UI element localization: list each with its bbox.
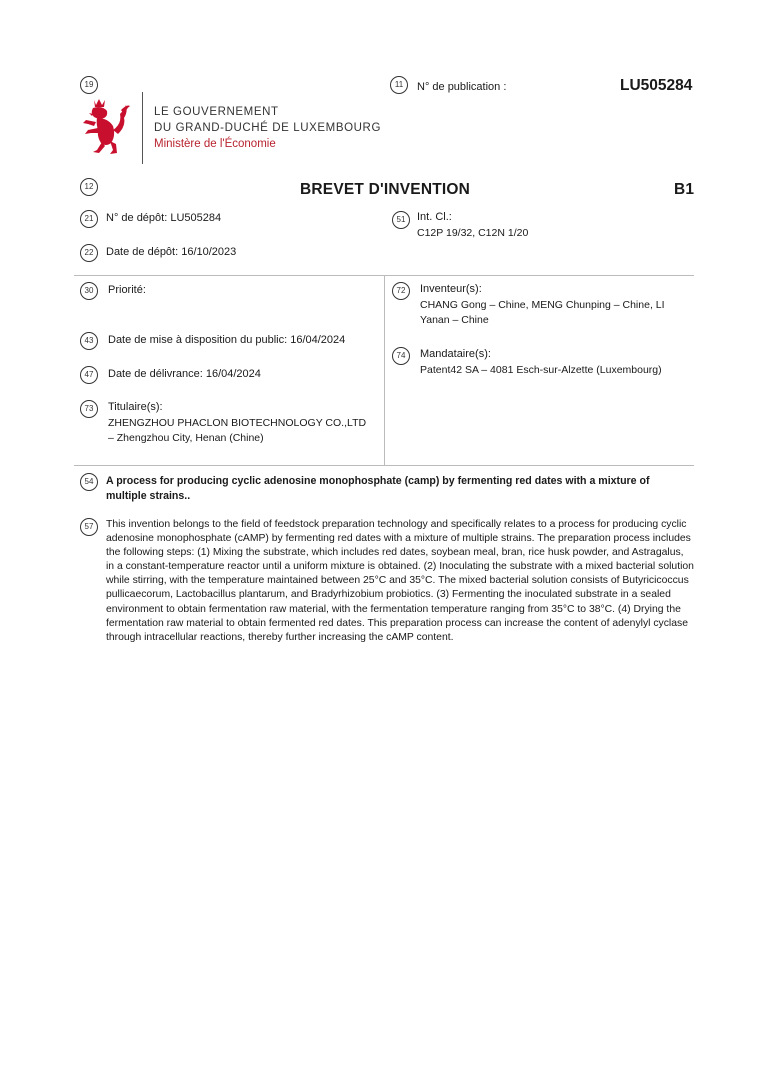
inventor-label: Inventeur(s): [420,283,482,295]
invention-title: A process for producing cyclic adenosine monophosphate (camp) by fermenting red dates with a mixture of multiple strains.. [106,475,650,502]
inid-code-11: 11 [390,76,408,94]
grant-date: Date de délivrance: 16/04/2024 [108,368,261,380]
inid-code-22: 22 [80,244,98,262]
inid-code-21: 21 [80,210,98,228]
priority-label: Priorité: [108,284,146,296]
holder-label: Titulaire(s): [108,401,163,413]
section-divider-2 [74,465,694,466]
luxembourg-lion-logo [80,96,132,158]
inid-code-57: 57 [80,518,98,536]
inid-code-19: 19 [80,76,98,94]
inid-code-43: 43 [80,332,98,350]
logo-divider [142,92,143,164]
int-cl-value: C12P 19/32, C12N 1/20 [417,227,529,239]
int-cl-label: Int. Cl.: [417,211,452,223]
inid-code-73: 73 [80,400,98,418]
inid-code-74: 74 [392,347,410,365]
publication-number: LU505284 [620,77,693,94]
inid-code-30: 30 [80,282,98,300]
government-line-1: LE GOUVERNEMENT [154,106,279,118]
inid-code-54: 54 [80,473,98,491]
government-line-2: DU GRAND-DUCHÉ DE LUXEMBOURG [154,122,382,134]
inid-code-72: 72 [392,282,410,300]
lion-icon [80,96,132,158]
inid-code-47: 47 [80,366,98,384]
filing-date: Date de dépôt: 16/10/2023 [106,246,237,258]
inid-code-12: 12 [80,178,98,196]
filing-number: N° de dépôt: LU505284 [106,212,222,224]
document-title: BREVET D'INVENTION [300,181,471,198]
inid-code-51: 51 [392,211,410,229]
inventor-value: CHANG Gong – Chine, MENG Chunping – Chine, LI Yanan – Chine [420,299,665,326]
public-availability-date: Date de mise à disposition du public: 16/04/2024 [108,334,346,346]
column-divider [384,275,385,465]
agent-value: Patent42 SA – 4081 Esch-sur-Alzette (Luxembourg) [420,364,662,376]
publication-label: N° de publication : [417,81,507,93]
abstract-text: This invention belongs to the field of feedstock preparation technology and specifically relates to a process for producing cyclic adenosine monophosphate (cAMP) by fermenting red dates with a mixture of multiple strains. The preparation process includes the following steps: (1) Mixing the substrate, which includes red dates, soybean meal, bran, rice husk powder, and Astragalus, in a constant-temperature reactor until a uniform mixture is obtained. (2) Inoculating the substrate with a mixed bacterial solution while stirring, with the temperature maintained between 25°C and 35°C. The mixed bacterial solution consists of Butyricicoccus pullicaecorum, Lactobacillus plantarum, and Bradyrhizobium probiotics. (3) Fermenting the inoculated substrate in a sealed environment to obtain fermentation raw material, with the fermentation temperature ranging from 35°C to 38°C. (4) Drying the fermentation raw material to obtain fermented red dates. This preparation process can increase the content of adenylyl cyclase through intracellular reactions, thereby further increasing the cAMP content. [106,519,694,643]
kind-code: B1 [674,181,695,198]
holder-value: ZHENGZHOU PHACLON BIOTECHNOLOGY CO.,LTD – Zhengzhou City, Henan (Chine) [108,417,367,444]
ministry-name: Ministère de l'Économie [154,138,276,150]
agent-label: Mandataire(s): [420,348,491,360]
